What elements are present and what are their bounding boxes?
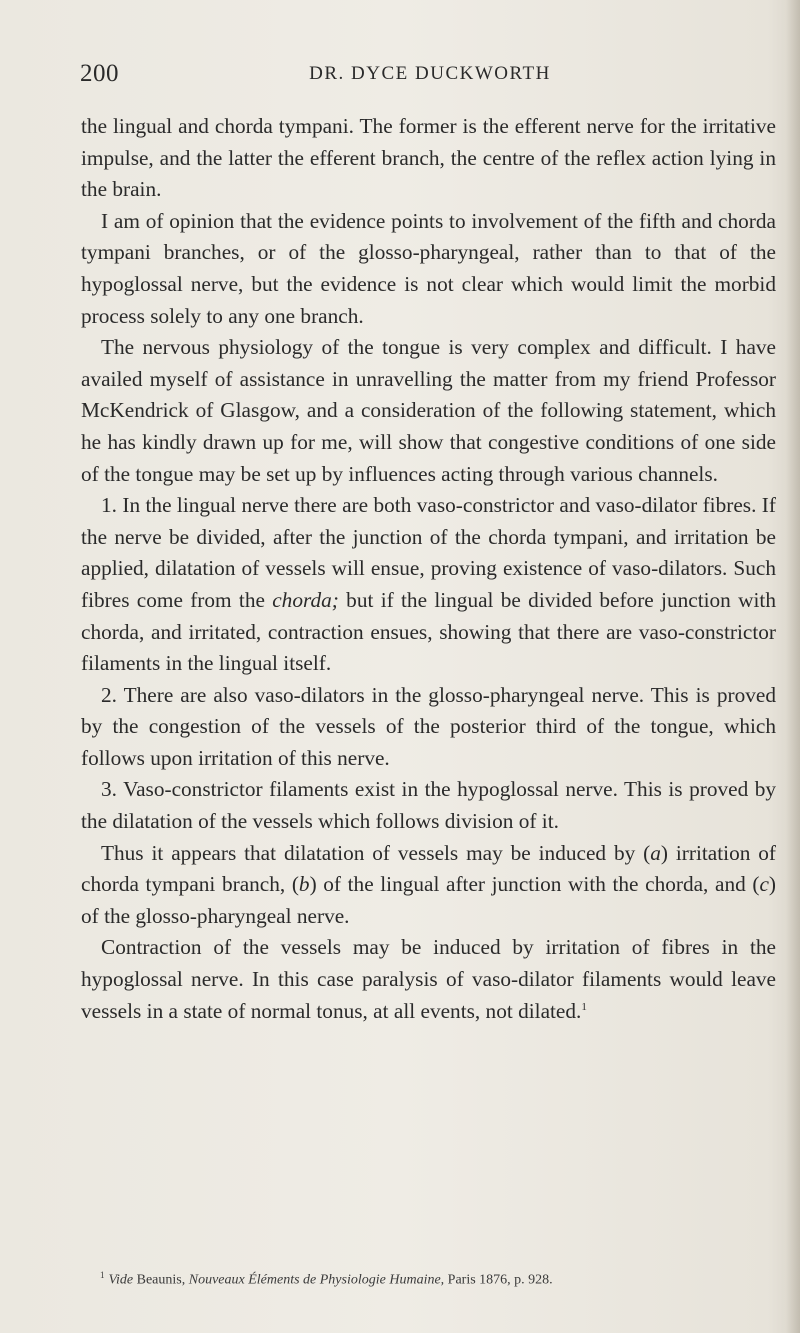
paragraph: the lingual and chorda tympani. The former is the efferent nerve for the irritative impulse, and the latter the efferent branch, the centre of the reflex action lying in the brain. [81, 114, 776, 202]
footnote-title: Nouveaux Éléments de Physiologie Humaine, [188, 1272, 445, 1288]
paragraph-text: ) of the glosso-pharyngeal nerve. [81, 872, 776, 928]
paragraph [81, 490, 776, 680]
italic-letter: a [650, 840, 661, 865]
paragraph [81, 932, 776, 1027]
footnote-marker: 1 [100, 1270, 105, 1280]
paragraph-text: ) of the lingual after junction with the chorda, and ( [309, 872, 760, 897]
paragraph-text: Thus it appears that dilatation of vessels may be induced by ( [101, 840, 651, 865]
footnote-reference[interactable]: 1 [581, 1000, 587, 1013]
paragraph: I am of opinion that the evidence points to involvement of the fifth and chorda tympani branches, or of the glosso-pharyngeal, rather than to that of the hypoglossal nerve, but the evidence is not clear which would limit the morbid process solely to any one branch. [81, 208, 776, 328]
italic-letter: c [759, 872, 769, 897]
paragraph-text: but if the lingual be divided before junction with chorda, and irritated, contraction ensues, showing that there are vaso-constrictor filaments in the lingual itself. [81, 587, 776, 676]
page-edge-shadow [786, 0, 800, 1333]
running-head: DR. DYCE DUCKWORTH [309, 63, 551, 84]
footnote-vide: Vide [108, 1272, 134, 1288]
page-number: 200 [80, 60, 119, 87]
paragraph: The nervous physiology of the tongue is very complex and difficult. I have availed myself of assistance in unravelling the matter from my friend Professor McKendrick of Glasgow, and a consideration of the following statement, which he has kindly drawn up for me, will show that congestive conditions of one side of the tongue may be set up by influences acting through various channels. [81, 335, 776, 486]
footnote [100, 1266, 760, 1290]
italic-letter: b [298, 872, 310, 897]
paragraph-text: 1. In the lingual nerve there are both vaso-constrictor and vaso-dilator fibres. If the nerve be divided, after the junction of the chorda tympani, and irritation be applied, dilatation of vessels will ensue, proving existence of vaso-dilators. Such fibres come from the [81, 493, 776, 612]
paragraph-text: Contraction of the vessels may be induced by irritation of fibres in the hypoglossal nerve. In this case paralysis of vaso-dilator filaments would leave vessels in a state of normal tonus, at all events, not dilated. [81, 935, 776, 1023]
body-text [81, 111, 776, 1027]
footnote-rest: Paris 1876, p. 928. [444, 1272, 553, 1288]
footnote-author: Beaunis, [133, 1272, 189, 1288]
page-header [80, 60, 760, 90]
paragraph: 3. Vaso-constrictor filaments exist in the hypoglossal nerve. This is proved by the dilatation of the vessels which follows division of it. [81, 777, 776, 834]
paragraph: 2. There are also vaso-dilators in the glosso-pharyngeal nerve. This is proved by the congestion of the vessels of the posterior third of the tongue, which follows upon irritation of this nerve. [81, 682, 776, 770]
paragraph-text: ) irritation of chorda tympani branch, ( [81, 840, 777, 897]
paragraph [81, 838, 776, 933]
italic-term: chorda; [272, 587, 339, 612]
